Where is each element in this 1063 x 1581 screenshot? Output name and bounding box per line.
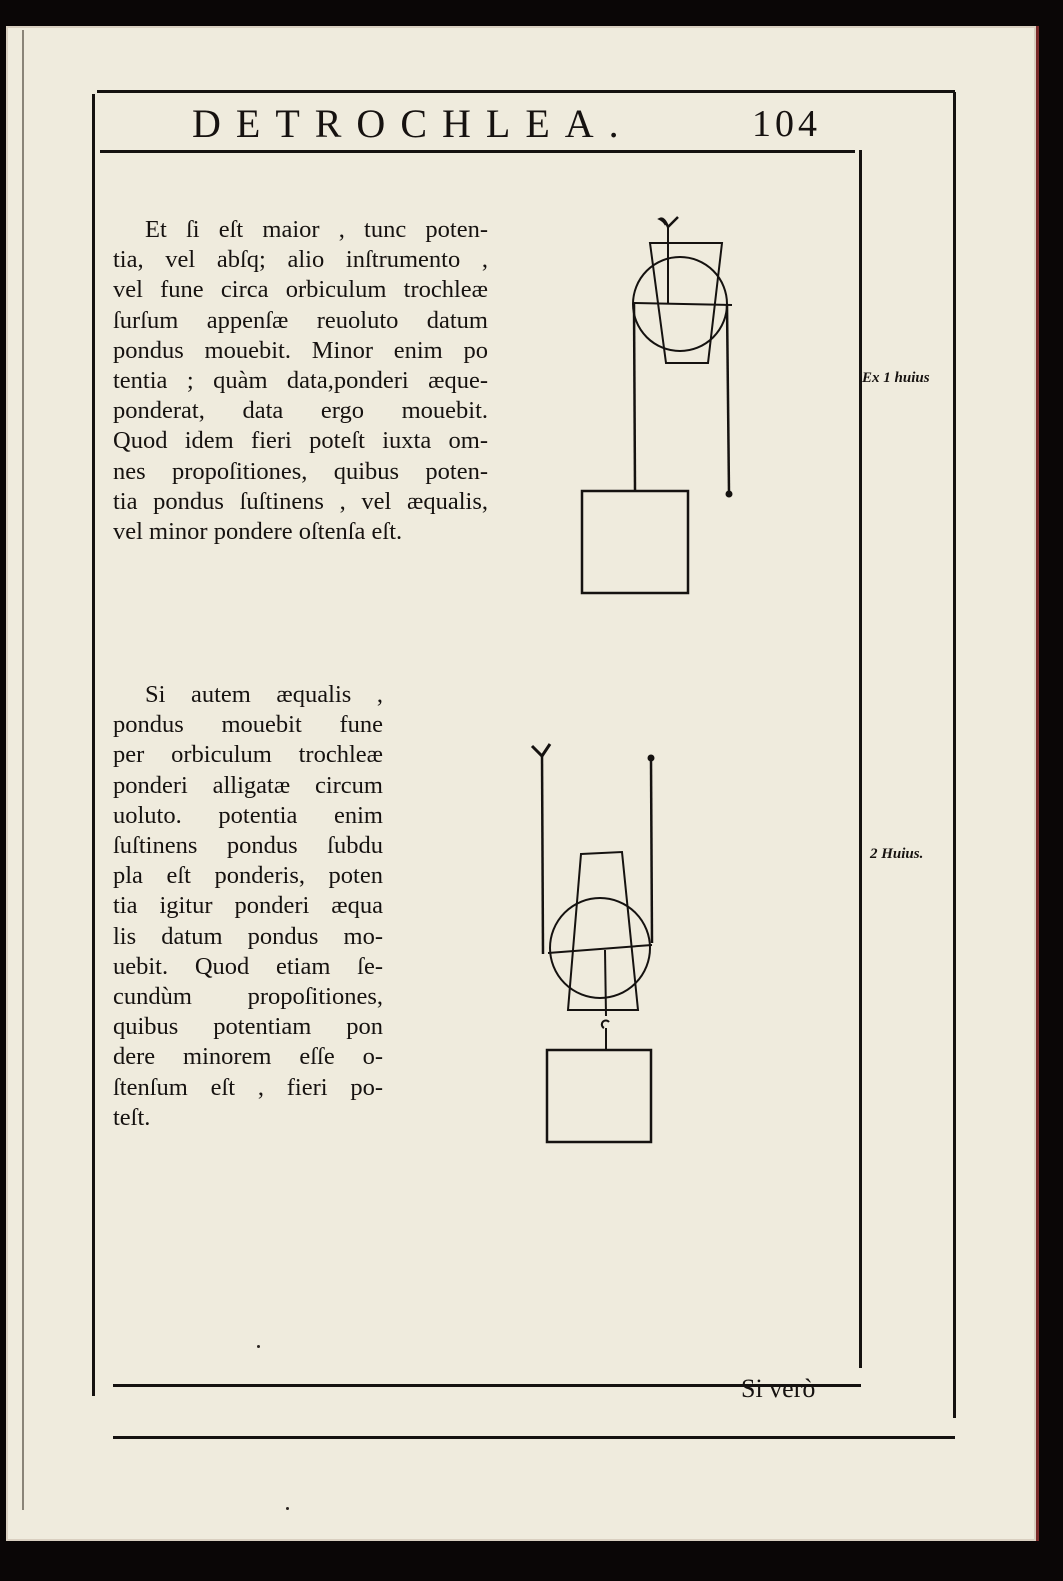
pulley-axle-line <box>548 945 652 953</box>
header-bottom-rule <box>100 150 855 153</box>
text-line: tia pondus ſuſtinens , vel æqualis, <box>113 487 488 515</box>
ink-speck <box>257 1345 260 1348</box>
rope-right <box>727 305 729 493</box>
paragraph-1 <box>113 215 488 547</box>
frame-bottom-rule <box>113 1436 955 1439</box>
margin-note-2: 2 Huius. <box>870 846 924 862</box>
hook-icon <box>660 217 678 227</box>
pulley-block <box>568 852 638 1010</box>
page-number: 104 <box>752 103 821 145</box>
ink-speck <box>286 1507 289 1510</box>
text-line: uebit. Quod etiam ſe- <box>113 952 383 980</box>
running-title: DETROCHLEA. <box>192 101 634 146</box>
margin-note-1: Ex 1 huius <box>862 370 930 386</box>
text-line: ponderat, data ergo mouebit. <box>113 397 488 425</box>
text-line: Quod idem fieri poteſt iuxta om- <box>113 427 488 455</box>
text-line: pondus mouebit. Minor enim po <box>113 336 488 364</box>
hanger-line <box>605 950 606 1016</box>
text-line: ſurſum appenſæ reuoluto datum <box>113 306 488 334</box>
text-line: tentia ; quàm data,ponderi æque- <box>113 367 488 395</box>
text-line: quibus potentiam pon <box>113 1013 383 1041</box>
rope-end-knot <box>727 492 732 497</box>
text-line: vel fune circa orbiculum trochleæ <box>113 276 488 304</box>
catchword: Si verò <box>741 1374 816 1403</box>
text-line: Et ſi eſt maior , tunc poten- <box>145 216 488 243</box>
text-line: Si autem æqualis , <box>145 681 383 708</box>
text-line: ſtenſum eſt , fieri po- <box>113 1073 383 1101</box>
weight-box <box>547 1050 651 1142</box>
text-line: lis datum pondus mo- <box>113 922 383 950</box>
text-line: pondus mouebit fune <box>113 711 383 739</box>
gutter-edge <box>22 30 24 1510</box>
text-line: teſt. <box>113 1103 151 1131</box>
paragraph-2 <box>113 680 383 1133</box>
frame-left-rule <box>92 94 95 1396</box>
rope-left <box>542 754 543 954</box>
pulley-diagram-upper <box>540 205 740 600</box>
text-line: nes propoſitiones, quibus poten- <box>113 457 488 485</box>
text-block-right-rule <box>859 150 862 1368</box>
weight-box <box>582 491 688 593</box>
text-line: uoluto. potentia enim <box>113 801 383 829</box>
text-line: ponderi alligatæ circum <box>113 771 383 799</box>
text-line: dere minorem eſſe o- <box>113 1043 383 1071</box>
rope-left <box>634 303 635 490</box>
rope-right <box>651 760 652 943</box>
text-line: tia igitur ponderi æqua <box>113 892 383 920</box>
text-line: pla eſt ponderis, poten <box>113 862 383 890</box>
pulley-diagram-lower <box>520 738 690 1148</box>
text-line: tia, vel abſq; alio inſtrumento , <box>113 246 488 274</box>
text-line: cundùm propoſitiones, <box>113 983 383 1011</box>
margin-right-rule <box>953 92 956 1418</box>
rope-end-knot <box>649 756 654 761</box>
text-line: vel minor pondere oſtenſa eſt. <box>113 518 403 546</box>
text-line: per orbiculum trochleæ <box>113 741 383 769</box>
text-line: ſuſtinens pondus ſubdu <box>113 832 383 860</box>
frame-top-rule <box>97 90 955 93</box>
hook-icon <box>602 1020 609 1028</box>
pulley-axle-line <box>633 303 732 305</box>
